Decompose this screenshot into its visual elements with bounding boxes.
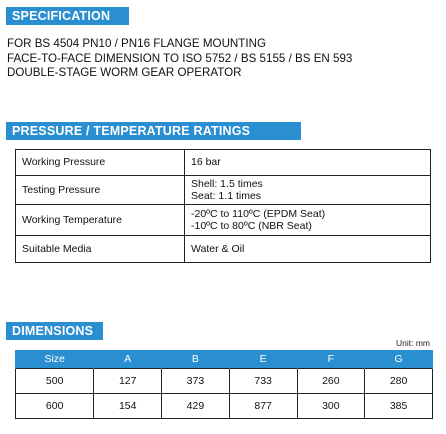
table-cell: 385	[365, 394, 433, 419]
dimensions-table	[15, 350, 433, 419]
column-header: A	[94, 350, 162, 369]
value-line: -10ºC to 80ºC (NBR Seat)	[191, 220, 312, 232]
spec-line: DOUBLE-STAGE WORM GEAR OPERATOR	[7, 66, 242, 79]
specification-heading: SPECIFICATION	[6, 7, 129, 25]
value-line: -20ºC to 110ºC (EPDM Seat)	[191, 207, 326, 220]
table-cell: 154	[94, 394, 162, 419]
table-cell: 280	[365, 369, 433, 394]
column-header: Size	[16, 350, 94, 369]
specification-text	[7, 37, 446, 81]
value-line: Shell: 1.5 times	[191, 177, 263, 190]
table-row	[16, 205, 431, 236]
table-cell: 127	[94, 369, 162, 394]
row-label: Working Pressure	[16, 150, 185, 176]
spec-line: FOR BS 4504 PN10 / PN16 FLANGE MOUNTING	[7, 37, 267, 50]
table-cell: 600	[16, 394, 94, 419]
column-header: E	[229, 350, 297, 369]
table-cell: 500	[16, 369, 94, 394]
row-label: Suitable Media	[16, 236, 185, 263]
value-line: Water & Oil	[191, 242, 245, 255]
row-value	[185, 205, 431, 236]
row-value	[185, 236, 431, 263]
table-row	[16, 369, 433, 394]
column-header: G	[365, 350, 433, 369]
ratings-heading: PRESSURE / TEMPERATURE RATINGS	[6, 122, 301, 140]
table-cell: 429	[162, 394, 230, 419]
ratings-table	[15, 149, 431, 263]
value-line: Seat: 1.1 times	[191, 190, 262, 202]
row-value	[185, 176, 431, 205]
unit-label: Unit: mm	[396, 338, 430, 348]
table-row	[16, 394, 433, 419]
value-line: 16 bar	[191, 156, 221, 169]
table-cell: 877	[229, 394, 297, 419]
header-row	[16, 350, 433, 369]
column-header: B	[162, 350, 230, 369]
column-header: F	[297, 350, 365, 369]
row-label: Testing Pressure	[16, 176, 185, 205]
table-row	[16, 176, 431, 205]
table-row	[16, 150, 431, 176]
spec-line: FACE-TO-FACE DIMENSION TO ISO 5752 / BS 5155 / BS EN 593	[7, 51, 353, 65]
row-label: Working Temperature	[16, 205, 185, 236]
table-cell: 733	[229, 369, 297, 394]
table-cell: 300	[297, 394, 365, 419]
table-cell: 373	[162, 369, 230, 394]
table-cell: 260	[297, 369, 365, 394]
row-value	[185, 150, 431, 176]
dimensions-heading: DIMENSIONS	[6, 322, 103, 340]
table-row	[16, 236, 431, 263]
